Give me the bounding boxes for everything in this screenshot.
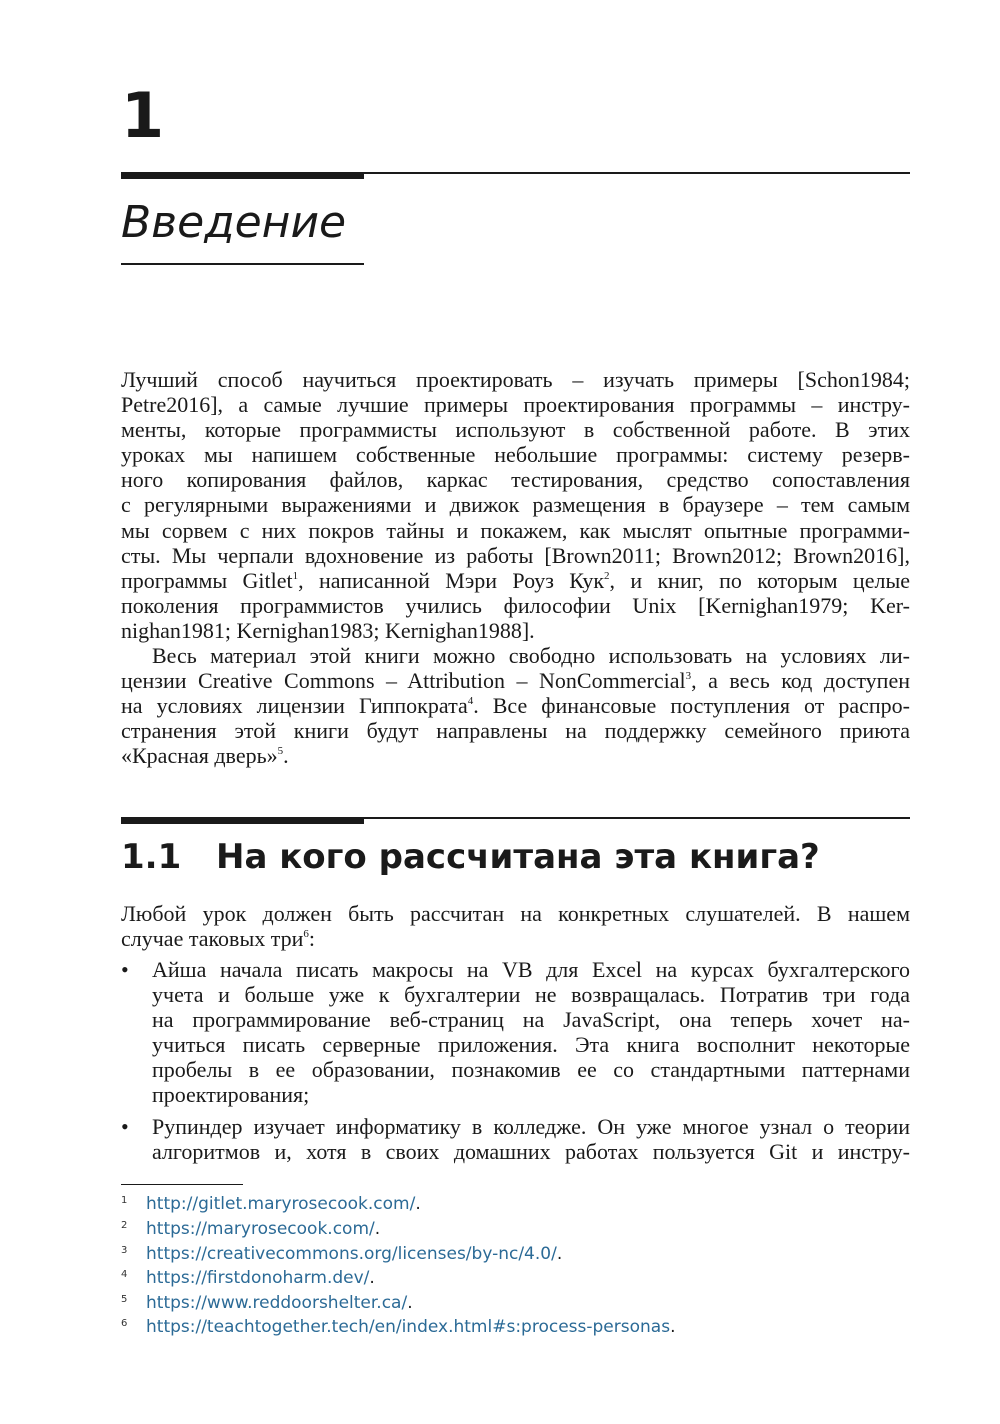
footnote-link[interactable]: https://creativecommons.org/licenses/by-nc/4.0/ bbox=[146, 1244, 557, 1264]
text-segment: «Красная дверь» bbox=[121, 743, 278, 769]
list-item-text bbox=[152, 1114, 910, 1164]
footnote-period: . bbox=[407, 1293, 413, 1313]
text-line: учета и больше уже к бухгалтерии не возвращалась. Потратив три года bbox=[152, 982, 910, 1008]
text-segment: , и книг, по которым целые bbox=[609, 567, 910, 593]
footnote-link[interactable]: http://gitlet.maryrosecook.com/ bbox=[146, 1194, 416, 1214]
footnote-ref[interactable]: 6 bbox=[303, 928, 309, 941]
text-line bbox=[121, 668, 910, 693]
chapter-title: Введение bbox=[121, 197, 347, 248]
footnote-link[interactable]: https://maryrosecook.com/ bbox=[146, 1219, 375, 1239]
text-line bbox=[121, 926, 910, 951]
text-segment: . bbox=[283, 743, 289, 769]
text-segment: , написанной Мэри Роуз Кук bbox=[298, 567, 605, 593]
footnote-link[interactable]: https://firstdonoharm.dev/ bbox=[146, 1268, 370, 1288]
section-intro bbox=[121, 901, 910, 951]
text-segment: случае таковых три bbox=[121, 926, 304, 952]
footnote-period: . bbox=[369, 1268, 375, 1288]
intro-paragraph-2 bbox=[121, 643, 910, 768]
text-line: учиться писать серверные приложения. Эта книга восполнит некоторые bbox=[152, 1032, 910, 1058]
text-line: проектирования; bbox=[152, 1082, 310, 1108]
footnote-link[interactable]: https://teachtogether.tech/en/index.html#s:process-personas bbox=[146, 1317, 671, 1337]
text-line: ного копирования файлов, каркас тестирования, средство сопоставления bbox=[121, 467, 910, 493]
text-segment: программы Gitlet bbox=[121, 567, 293, 593]
text-line: странения этой книги будут направлены на поддержку семейного приюта bbox=[121, 718, 910, 744]
footnote bbox=[121, 1244, 562, 1264]
text-line: Рупиндер изучает информатику в колледже. Он уже многое узнал о теории bbox=[152, 1114, 910, 1139]
list-item-text bbox=[152, 957, 910, 1108]
footnote-ref[interactable]: 4 bbox=[467, 695, 474, 708]
intro-paragraph-1 bbox=[121, 367, 910, 643]
text-segment: : bbox=[308, 926, 316, 952]
text-line: алгоритмов и, хотя в своих домашних работах пользуется Git и инстру- bbox=[152, 1139, 910, 1165]
footnote-ref[interactable]: 1 bbox=[292, 569, 299, 582]
text-line: Лучший способ научиться проектировать – изучать примеры [Schon1984; bbox=[121, 367, 910, 392]
text-line bbox=[121, 743, 910, 768]
text-line: nighan1981; Kernighan1983; Kernighan1988]. bbox=[121, 617, 535, 643]
chapter-title-underline bbox=[121, 263, 364, 265]
section-number: 1.1 bbox=[121, 837, 182, 877]
text-line: с регулярными выражениями и движок размещения в браузере – тем самым bbox=[121, 492, 910, 518]
text-line: поколения программистов учились философии Unix [Kernighan1979; Ker- bbox=[121, 592, 910, 618]
footnote bbox=[121, 1268, 375, 1288]
text-line: менты, которые программисты используют в собственной работе. В этих bbox=[121, 417, 910, 443]
text-line: Любой урок должен быть рассчитан на конкретных слушателей. В нашем bbox=[121, 901, 910, 926]
footnote bbox=[121, 1219, 380, 1239]
text-line: Весь материал этой книги можно свободно использовать на условиях ли- bbox=[152, 643, 910, 668]
footnote-period: . bbox=[556, 1244, 563, 1264]
bullet-icon: • bbox=[121, 1114, 129, 1139]
footnote-number: 3 bbox=[121, 1245, 128, 1256]
footnote bbox=[121, 1194, 421, 1214]
footnote-ref[interactable]: 2 bbox=[604, 569, 610, 582]
list-item bbox=[121, 1114, 910, 1164]
text-line: уроках мы напишем собственные небольшие программы: систему резерв- bbox=[121, 442, 910, 468]
chapter-number: 1 bbox=[121, 79, 165, 152]
footnote-number: 1 bbox=[121, 1195, 128, 1206]
footnote bbox=[121, 1317, 675, 1337]
section-heading bbox=[121, 832, 820, 882]
text-line: сты. Мы черпали вдохновение из работы [Brown2011; Brown2012; Brown2016], bbox=[121, 542, 910, 568]
footnote-link[interactable]: https://www.reddoorshelter.ca/ bbox=[146, 1293, 408, 1313]
footnote-number: 2 bbox=[121, 1220, 128, 1231]
footnote-ref[interactable]: 3 bbox=[685, 670, 692, 683]
section-rule-thin bbox=[121, 817, 910, 819]
text-line: на программирование веб-страниц на JavaScript, она теперь хочет на- bbox=[152, 1007, 910, 1033]
text-segment: . Все финансовые поступления от распро- bbox=[473, 693, 910, 719]
section-title: На кого рассчитана эта книга? bbox=[216, 837, 820, 877]
bullet-icon: • bbox=[121, 957, 129, 982]
text-line: пробелы в ее образовании, познакомив ее со стандартными паттернами bbox=[152, 1057, 910, 1083]
footnote-number: 6 bbox=[121, 1318, 128, 1329]
text-line: Petre2016], а самые лучшие примеры проектирования программы – инстру- bbox=[121, 392, 910, 418]
text-segment: на условиях лицензии Гиппократа bbox=[121, 693, 468, 719]
footnote-period: . bbox=[415, 1194, 421, 1214]
text-segment: цензии Creative Commons – Attribution – NonCommercial bbox=[121, 668, 686, 694]
footnote-separator bbox=[121, 1184, 243, 1185]
text-line bbox=[121, 568, 910, 593]
footnote-period: . bbox=[670, 1317, 676, 1337]
text-segment: , а весь код доступен bbox=[691, 668, 910, 694]
footnote bbox=[121, 1293, 413, 1313]
footnote-number: 4 bbox=[121, 1269, 128, 1280]
list-item bbox=[121, 957, 910, 1108]
text-line bbox=[121, 693, 910, 718]
footnote-period: . bbox=[374, 1219, 381, 1239]
footnote-ref[interactable]: 5 bbox=[277, 745, 284, 758]
text-line: мы сорвем с них покров тайны и покажем, как мыслят опытные программи- bbox=[121, 517, 910, 543]
footnote-number: 5 bbox=[121, 1294, 128, 1305]
chapter-rule-thin bbox=[121, 172, 910, 174]
text-line: Айша начала писать макросы на VB для Excel на курсах бухгалтерского bbox=[152, 957, 910, 982]
